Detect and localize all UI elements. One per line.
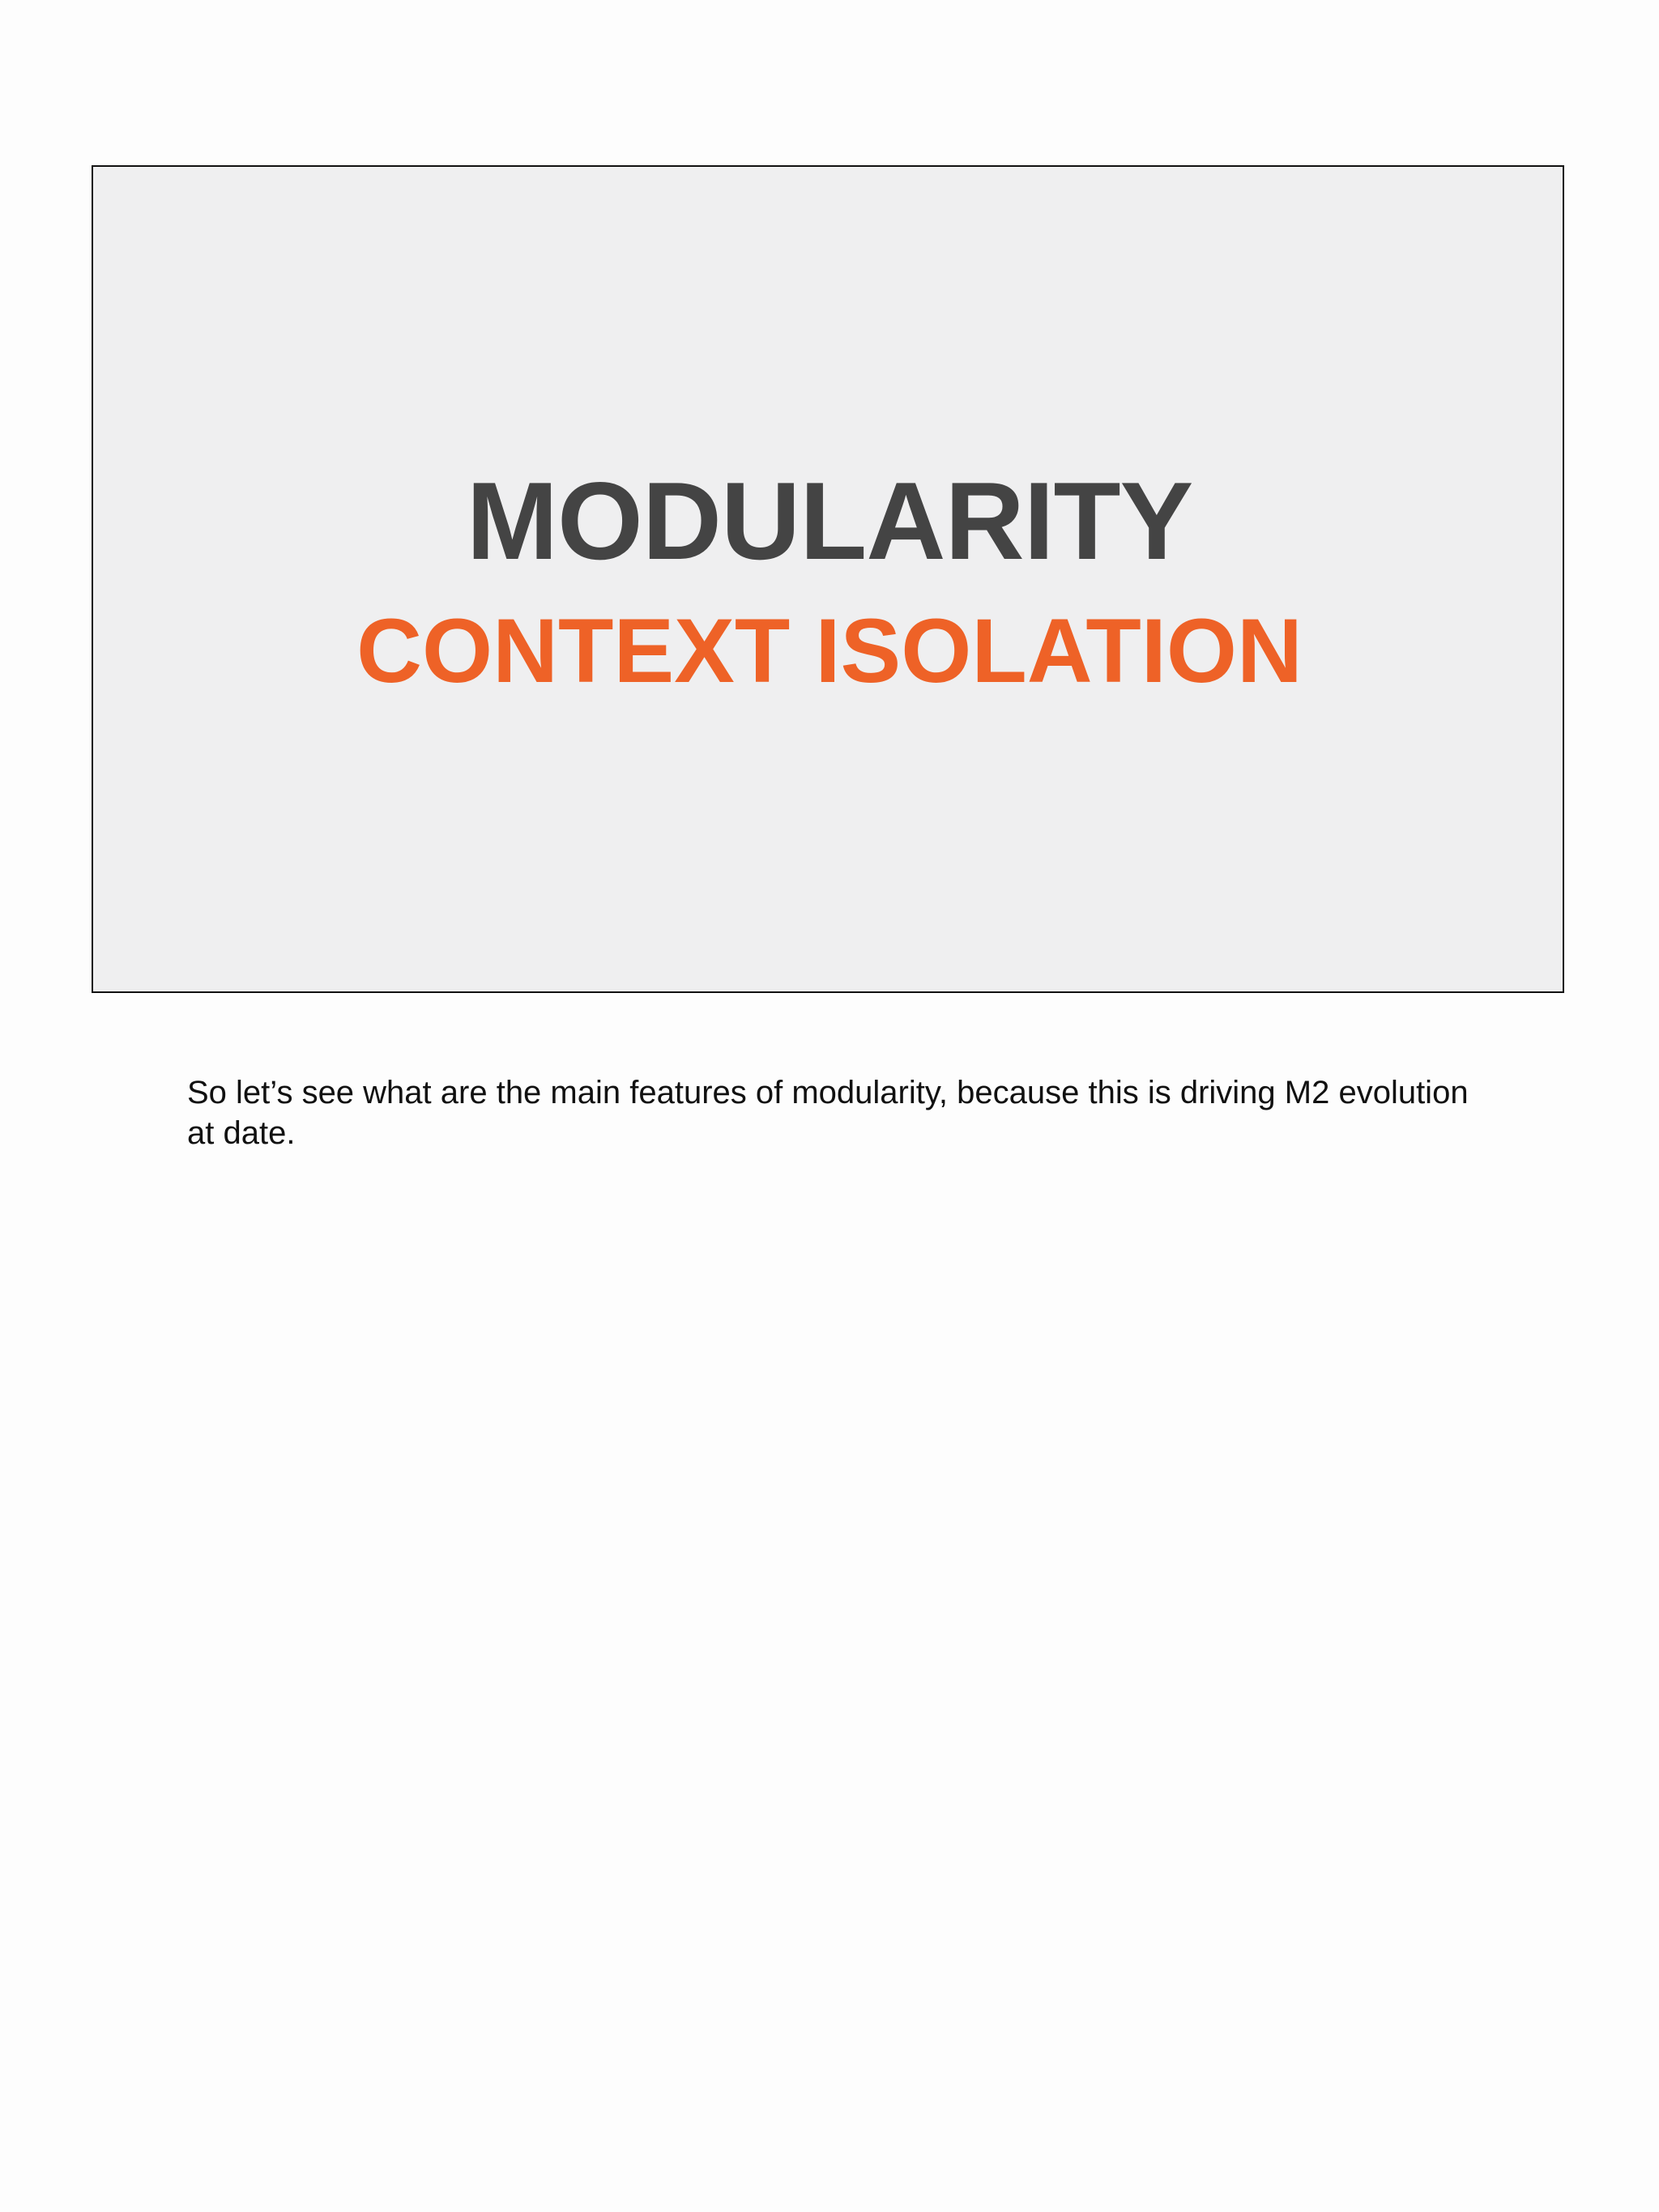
slide-subtitle: CONTEXT ISOLATION <box>356 600 1303 701</box>
speaker-notes: So let’s see what are the main features of modularity, because this is driving M2 evolution at date. <box>187 1075 1469 1151</box>
slide-title: MODULARITY <box>466 459 1193 582</box>
